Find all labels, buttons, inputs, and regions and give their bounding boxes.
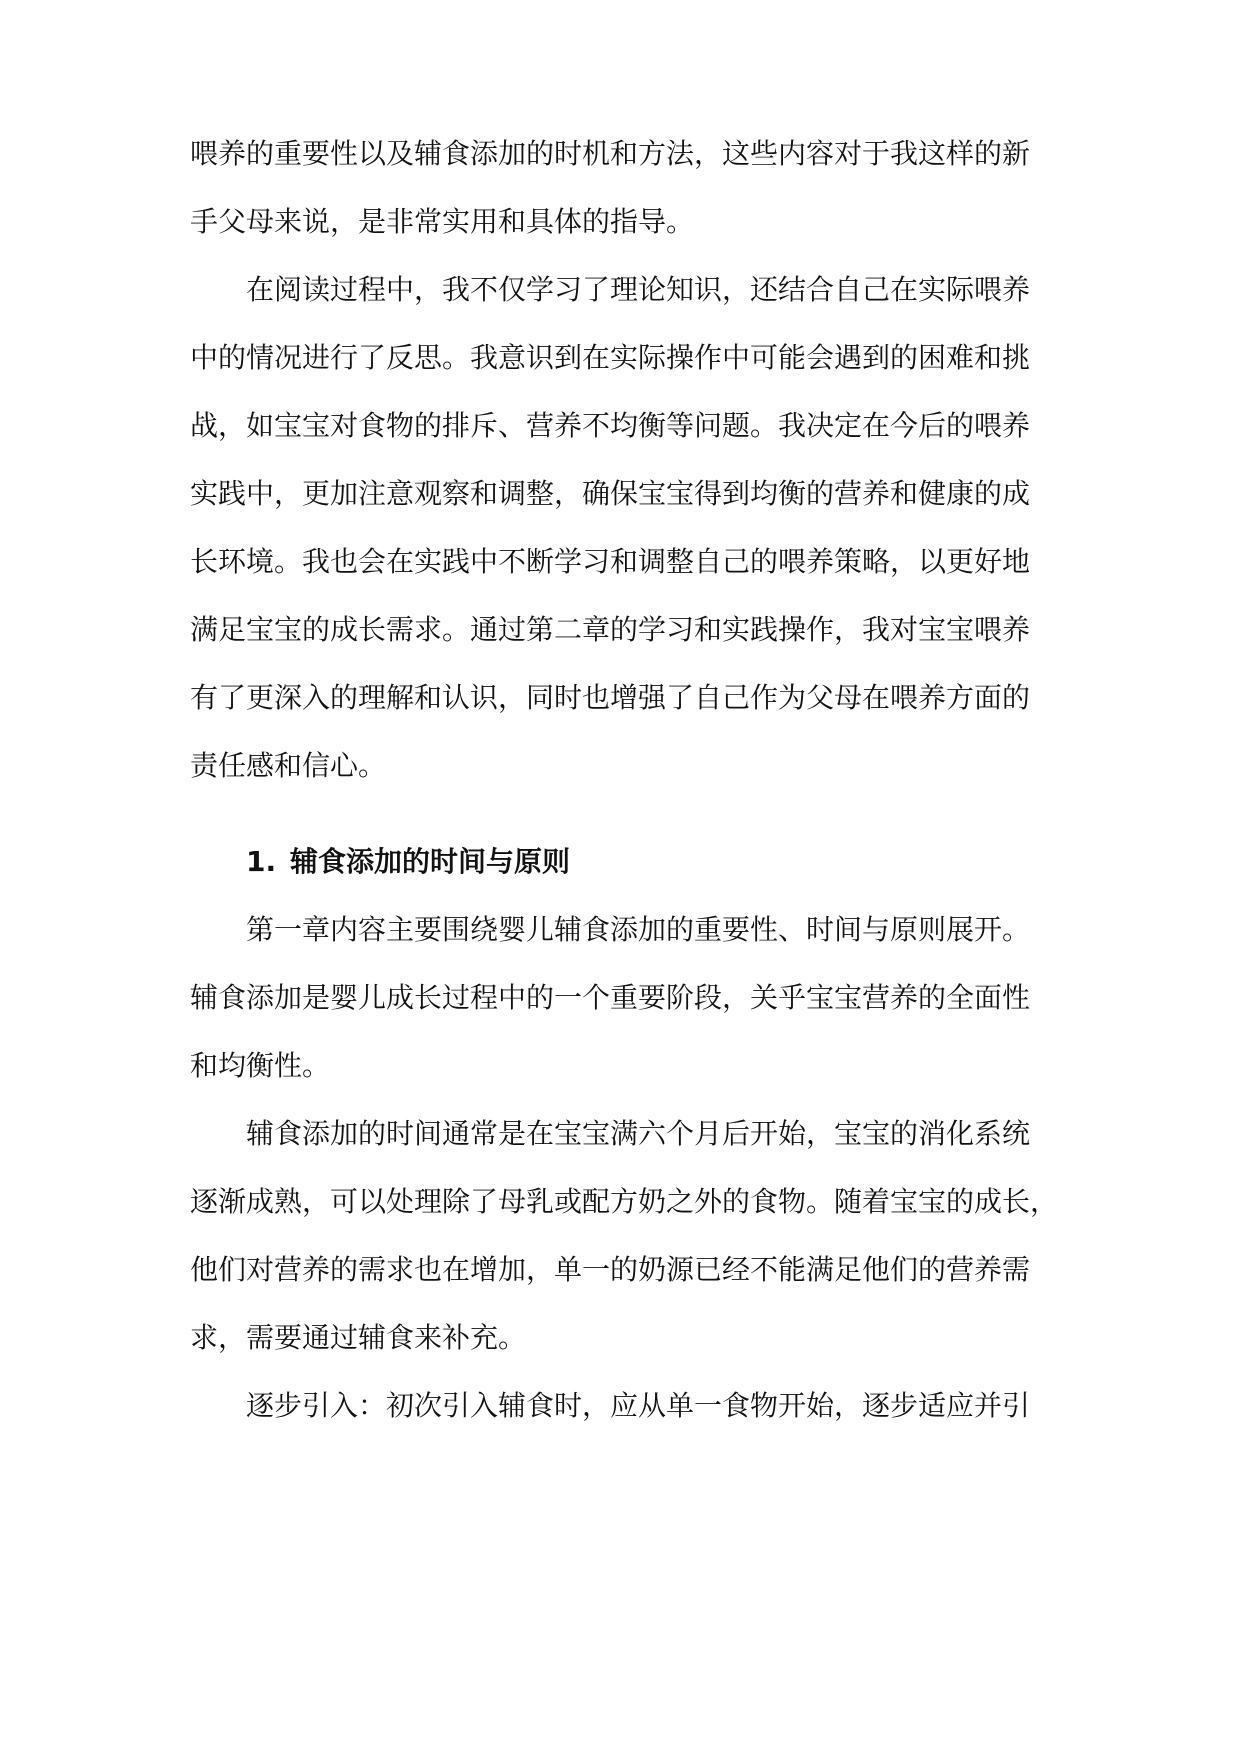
paragraph-2-line-4: 实践中，更加注意观察和调整，确保宝宝得到均衡的营养和健康的成 <box>190 477 1031 510</box>
paragraph-1-line-2: 手父母来说，是非常实用和具体的指导。 <box>190 205 695 238</box>
paragraph-3-line-1: 第一章内容主要围绕婴儿辅食添加的重要性、时间与原则展开。 <box>246 913 1031 946</box>
paragraph-4-line-2: 逐渐成熟，可以处理除了母乳或配方奶之外的食物。随着宝宝的成长， <box>190 1185 1059 1218</box>
paragraph-2-line-6: 满足宝宝的成长需求。通过第二章的学习和实践操作，我对宝宝喂养 <box>190 613 1031 646</box>
paragraph-3-line-2: 辅食添加是婴儿成长过程中的一个重要阶段，关乎宝宝营养的全面性 <box>190 981 1031 1014</box>
paragraph-3-line-3: 和均衡性。 <box>190 1049 331 1082</box>
paragraph-2-line-3: 战，如宝宝对食物的排斥、营养不均衡等问题。我决定在今后的喂养 <box>190 409 1031 442</box>
paragraph-2-line-7: 有了更深入的理解和认识，同时也增强了自己作为父母在喂养方面的 <box>190 681 1031 714</box>
section-heading <box>246 842 570 882</box>
paragraph-4-line-4: 求，需要通过辅食来补充。 <box>190 1321 527 1354</box>
paragraph-2-line-2: 中的情况进行了反思。我意识到在实际操作中可能会遇到的困难和挑 <box>190 341 1031 374</box>
paragraph-4-line-1: 辅食添加的时间通常是在宝宝满六个月后开始，宝宝的消化系统 <box>246 1117 1031 1150</box>
paragraph-2-line-8: 责任感和信心。 <box>190 749 387 782</box>
paragraph-4-line-3: 他们对营养的需求也在增加，单一的奶源已经不能满足他们的营养需 <box>190 1253 1031 1286</box>
paragraph-1-line-1: 喂养的重要性以及辅食添加的时机和方法，这些内容对于我这样的新 <box>190 137 1031 170</box>
paragraph-2-line-5: 长环境。我也会在实践中不断学习和调整自己的喂养策略，以更好地 <box>190 545 1031 578</box>
paragraph-2-line-1: 在阅读过程中，我不仅学习了理论知识，还结合自己在实际喂养 <box>246 273 1031 306</box>
section-title: 辅食添加的时间与原则 <box>290 845 571 878</box>
paragraph-5-line-1: 逐步引入：初次引入辅食时，应从单一食物开始，逐步适应并引 <box>246 1389 1031 1422</box>
section-number: 1. <box>246 845 277 878</box>
